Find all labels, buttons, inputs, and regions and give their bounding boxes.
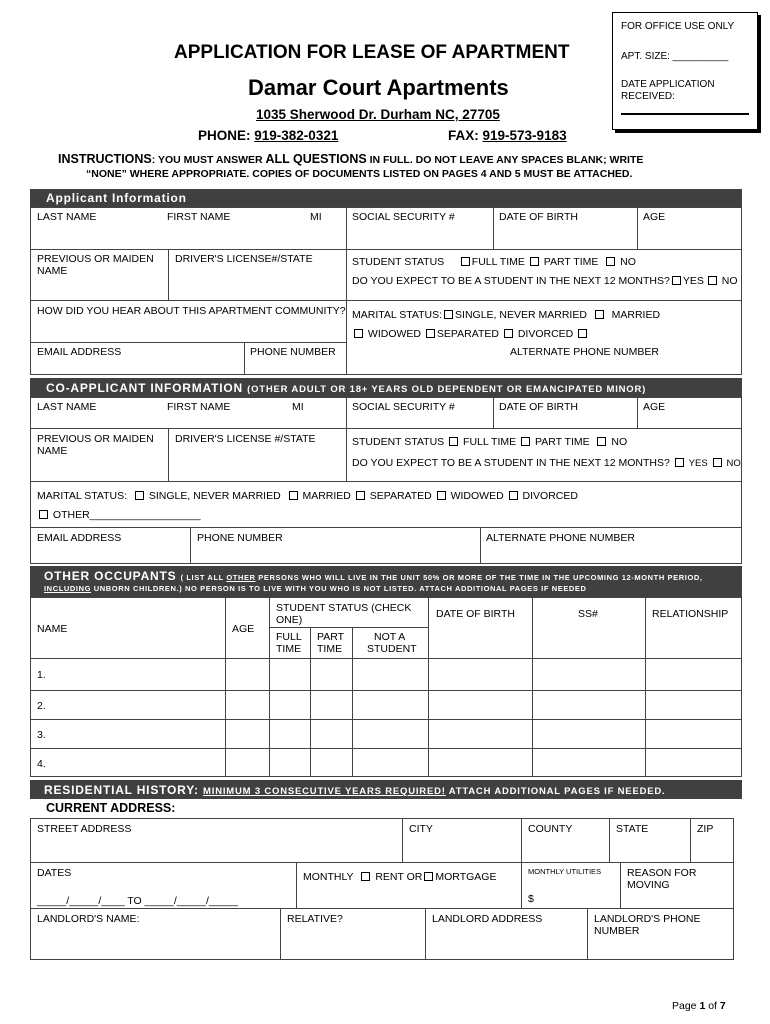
landlord-name-label: LANDLORD'S NAME:	[37, 913, 140, 925]
instructions-line-1	[58, 152, 643, 166]
page-label: Page	[672, 1000, 700, 1012]
occ-student-status-label-2: ONE)	[276, 614, 303, 626]
residential-band-rest: ATTACH ADDITIONAL PAGES IF NEEDED.	[445, 786, 666, 797]
rent-or-label: RENT OR	[375, 871, 423, 883]
instructions-text-a: : YOU MUST ANSWER	[151, 154, 266, 166]
occ-full-label: FULL	[276, 631, 302, 643]
monthly-row	[303, 871, 496, 883]
occupants-band-line-1	[44, 569, 728, 583]
occ-part-label-2: TIME	[317, 643, 343, 655]
city-label: CITY	[409, 823, 433, 835]
co-alt-phone-label: ALTERNATE PHONE NUMBER	[486, 532, 635, 544]
checkbox[interactable]	[289, 491, 298, 500]
divider	[30, 481, 742, 482]
occ-row-number: 3.	[37, 729, 46, 741]
co-marital-label: MARITAL STATUS:	[37, 490, 128, 502]
checkbox[interactable]	[39, 510, 48, 519]
fax-line	[448, 128, 567, 143]
divider	[310, 627, 311, 777]
divider	[30, 342, 346, 343]
co-license-label: DRIVER'S LICENSE #/STATE	[175, 433, 316, 445]
divider	[244, 342, 245, 375]
divider	[30, 862, 734, 863]
occ-student-status-label: STUDENT STATUS (CHECK	[276, 602, 412, 614]
co-expect-student-label: DO YOU EXPECT TO BE A STUDENT IN THE NEXT 12 MONTHS?	[352, 457, 670, 469]
divider	[30, 719, 742, 720]
occ-name-label: NAME	[37, 623, 68, 635]
age-label: AGE	[643, 211, 666, 223]
checkbox[interactable]	[449, 437, 458, 446]
license-label: DRIVER'S LICENSE#/STATE	[175, 253, 313, 265]
divider	[269, 597, 270, 777]
office-use-box	[612, 12, 758, 130]
county-label: COUNTY	[528, 823, 573, 835]
coapplicant-band	[30, 378, 742, 397]
divider	[645, 597, 646, 777]
divider	[296, 862, 297, 908]
co-no-label: NO	[611, 436, 628, 448]
full-time-label: FULL TIME	[471, 256, 525, 268]
no-label: NO	[721, 275, 738, 287]
divider	[30, 658, 742, 659]
phone-line	[198, 128, 338, 143]
prev-name-label: PREVIOUS OR MAIDEN	[37, 253, 154, 265]
occupants-band-other: OTHER	[226, 573, 256, 582]
student-status-row	[352, 256, 636, 268]
dob-label: DATE OF BIRTH	[499, 211, 578, 223]
current-address-heading: CURRENT ADDRESS:	[46, 801, 176, 815]
co-part-time-label: PART TIME	[534, 436, 590, 448]
divider	[30, 527, 742, 528]
date-received-label-2: RECEIVED:	[621, 91, 675, 102]
divider	[346, 397, 347, 481]
fax-number: 919-573-9183	[482, 128, 567, 143]
single-label: SINGLE, NEVER MARRIED	[455, 309, 587, 321]
co-last-name-label: LAST NAME	[37, 401, 97, 413]
occupants-band-line2-text: UNBORN CHILDREN.) NO PERSON IS TO LIVE WITH YOU WHO IS NOT LISTED. ATTACH ADDITIONAL PAGES IF NEEDED	[91, 584, 587, 593]
office-title: FOR OFFICE USE ONLY	[621, 21, 735, 32]
applicant-band: Applicant Information	[30, 189, 742, 207]
checkbox[interactable]	[672, 276, 681, 285]
occ-ss-label: SS#	[578, 608, 598, 620]
checkbox[interactable]	[437, 491, 446, 500]
checkbox[interactable]	[713, 458, 722, 467]
occupants-band-line-2	[44, 584, 728, 593]
divider	[269, 627, 428, 628]
co-prev-name-label: PREVIOUS OR MAIDEN	[37, 433, 154, 445]
zip-label: ZIP	[697, 823, 714, 835]
part-time-label: PART TIME	[543, 256, 599, 268]
residential-band-title: RESIDENTIAL HISTORY:	[44, 783, 199, 797]
divider	[620, 862, 621, 908]
co-dob-label: DATE OF BIRTH	[499, 401, 578, 413]
occupants-band-title: OTHER OCCUPANTS	[44, 569, 177, 583]
residential-band-required: MINIMUM 3 CONSECUTIVE YEARS REQUIRED!	[203, 786, 446, 797]
divider	[637, 207, 638, 249]
divider	[521, 818, 522, 908]
occ-row-number: 2.	[37, 700, 46, 712]
checkbox[interactable]	[521, 437, 530, 446]
occupants-grid	[30, 597, 742, 777]
co-email-label: EMAIL ADDRESS	[37, 532, 122, 544]
relative-label: RELATIVE?	[287, 913, 343, 925]
occ-dob-label: DATE OF BIRTH	[436, 608, 515, 620]
divider	[352, 627, 353, 777]
mi-label: MI	[310, 211, 322, 223]
divider	[425, 908, 426, 960]
checkbox[interactable]	[595, 310, 604, 319]
co-marital-row	[37, 490, 578, 502]
phone-number: 919-382-0321	[254, 128, 339, 143]
divider	[30, 300, 742, 301]
checkbox[interactable]	[461, 257, 470, 266]
divider	[587, 908, 588, 960]
checkbox[interactable]	[597, 437, 606, 446]
expect-student-label: DO YOU EXPECT TO BE A STUDENT IN THE NEXT 12 MONTHS?	[352, 275, 670, 287]
instructions-label: INSTRUCTIONS	[58, 152, 152, 166]
property-name: Damar Court Apartments	[248, 75, 509, 100]
checkbox[interactable]	[424, 872, 433, 881]
occ-relationship-label: RELATIONSHIP	[652, 608, 729, 620]
prev-name-label-2: NAME	[37, 265, 68, 277]
divider	[30, 428, 742, 429]
yes-label: YES	[682, 275, 704, 287]
co-phone-label: PHONE NUMBER	[197, 532, 283, 544]
co-expect-student-row	[352, 457, 741, 469]
landlord-address-label: LANDLORD ADDRESS	[432, 913, 543, 925]
page-total: 7	[719, 1000, 726, 1012]
occ-full-label-2: TIME	[276, 643, 302, 655]
property-address: 1035 Sherwood Dr. Durham NC, 27705	[256, 107, 500, 122]
marital-label: MARITAL STATUS:	[352, 309, 443, 321]
office-divider	[621, 113, 749, 115]
checkbox[interactable]	[675, 458, 684, 467]
student-status-label: STUDENT STATUS	[352, 256, 445, 268]
marital-row-2	[352, 328, 589, 340]
instructions-line-2: “NONE” WHERE APPROPRIATE. COPIES OF DOCUMENTS LISTED ON PAGES 4 AND 5 MUST BE ATTACHED.	[86, 168, 633, 180]
landlord-phone-label-2: NUMBER	[594, 925, 640, 937]
state-label: STATE	[616, 823, 649, 835]
co-first-name-label: FIRST NAME	[167, 401, 231, 413]
instructions-text-c: IN FULL. DO NOT LEAVE ANY SPACES BLANK; WRITE	[366, 154, 644, 166]
phone-label: PHONE NUMBER	[250, 346, 336, 358]
occ-not-student-label-2: STUDENT	[367, 643, 417, 655]
page-current: 1	[699, 1000, 706, 1012]
divider	[190, 527, 191, 564]
co-divorced-label: DIVORCED	[522, 490, 578, 502]
hear-about-label: HOW DID YOU HEAR ABOUT THIS APARTMENT COMMUNITY?	[37, 305, 346, 317]
divider	[30, 249, 742, 250]
divorced-label: DIVORCED	[517, 328, 574, 340]
first-name-label: FIRST NAME	[167, 211, 231, 223]
reason-label: REASON FOR	[627, 867, 697, 879]
phone-label: PHONE:	[198, 128, 255, 143]
checkbox[interactable]	[578, 329, 587, 338]
divider	[532, 597, 533, 777]
occ-age-label: AGE	[232, 623, 255, 635]
apt-size-field[interactable]: APT. SIZE: __________	[621, 51, 729, 62]
co-prev-name-label-2: NAME	[37, 445, 68, 457]
divider	[637, 397, 638, 428]
occ-not-student-label: NOT A	[374, 631, 406, 643]
co-other-row	[37, 509, 201, 521]
divider	[225, 597, 226, 777]
form-title: APPLICATION FOR LEASE OF APARTMENT	[174, 42, 570, 63]
co-widowed-label: WIDOWED	[450, 490, 504, 502]
divider	[30, 908, 734, 909]
divider	[480, 527, 481, 564]
no-label: NO	[620, 256, 636, 268]
married-label: MARRIED	[611, 309, 661, 321]
co-age-label: AGE	[643, 401, 666, 413]
checkbox[interactable]	[509, 491, 518, 500]
reason-label-2: MOVING	[627, 879, 670, 891]
occ-row-number: 4.	[37, 758, 46, 770]
divider	[168, 428, 169, 481]
co-married-label: MARRIED	[302, 490, 351, 502]
divider	[402, 818, 403, 862]
co-student-status-label: STUDENT STATUS	[352, 436, 445, 448]
monthly-utilities-label: MONTHLY UTILITIES	[528, 867, 602, 876]
co-single-label: SINGLE, NEVER MARRIED	[148, 490, 281, 502]
divider	[690, 818, 691, 862]
divider	[30, 690, 742, 691]
expect-student-row	[352, 275, 738, 287]
co-full-time-label: FULL TIME	[463, 436, 517, 448]
co-no-label: NO	[726, 458, 741, 469]
page-number	[672, 1000, 726, 1012]
co-separated-label: SEPARATED	[369, 490, 432, 502]
divider	[609, 818, 610, 862]
fax-label: FAX:	[448, 128, 483, 143]
dates-label: DATES	[37, 867, 72, 879]
ssn-label: SOCIAL SECURITY #	[352, 211, 455, 223]
divider	[280, 908, 281, 960]
street-address-label: STREET ADDRESS	[37, 823, 132, 835]
divider	[346, 207, 347, 375]
co-mi-label: MI	[292, 401, 304, 413]
coapplicant-band-sub: (OTHER ADULT OR 18+ YEARS OLD DEPENDENT OR EMANCIPATED MINOR)	[247, 384, 647, 395]
checkbox[interactable]	[708, 276, 717, 285]
dates-field[interactable]: _____/_____/____ TO _____/_____/_____	[37, 895, 239, 907]
residential-band	[30, 780, 742, 799]
marital-row-1	[352, 309, 660, 321]
page-of: of	[705, 1000, 720, 1012]
checkbox[interactable]	[530, 257, 539, 266]
divider	[493, 397, 494, 428]
co-yes-label: YES	[688, 458, 708, 469]
checkbox[interactable]	[504, 329, 513, 338]
divider	[168, 249, 169, 300]
checkbox[interactable]	[135, 491, 144, 500]
occupants-band-including: INCLUDING	[44, 584, 92, 593]
occupants-band-sub-1: ( LIST ALL	[180, 573, 227, 582]
occ-part-label: PART	[317, 631, 345, 643]
last-name-label: LAST NAME	[37, 211, 97, 223]
separated-label: SEPARATED	[436, 328, 499, 340]
divider	[493, 207, 494, 249]
monthly-label: MONTHLY	[303, 871, 354, 883]
landlord-phone-label: LANDLORD'S PHONE	[594, 913, 701, 925]
co-other-field[interactable]: OTHER___________________	[52, 509, 201, 521]
dollar-sign: $	[528, 893, 534, 905]
checkbox[interactable]	[606, 257, 615, 266]
instructions-text-b: ALL QUESTIONS	[265, 152, 367, 166]
occ-row-number: 1.	[37, 669, 46, 681]
widowed-label: WIDOWED	[367, 328, 421, 340]
divider	[30, 748, 742, 749]
coapplicant-band-title: CO-APPLICANT INFORMATION	[46, 381, 243, 395]
divider	[428, 597, 429, 777]
checkbox[interactable]	[361, 872, 370, 881]
co-student-status-row	[352, 436, 627, 448]
occupants-band-sub-2: PERSONS WHO WILL LIVE IN THE UNIT 50% OR MORE OF THE TIME IN THE UPCOMING 12-MONTH PERIOD,	[255, 573, 703, 582]
checkbox[interactable]	[356, 491, 365, 500]
checkbox[interactable]	[444, 310, 453, 319]
checkbox[interactable]	[354, 329, 363, 338]
co-ssn-label: SOCIAL SECURITY #	[352, 401, 455, 413]
date-received-label: DATE APPLICATION	[621, 79, 715, 90]
mortgage-label: MORTGAGE	[435, 871, 497, 883]
email-label: EMAIL ADDRESS	[37, 346, 122, 358]
occupants-band	[30, 566, 742, 597]
checkbox[interactable]	[426, 329, 435, 338]
alt-phone-label: ALTERNATE PHONE NUMBER	[510, 346, 659, 358]
